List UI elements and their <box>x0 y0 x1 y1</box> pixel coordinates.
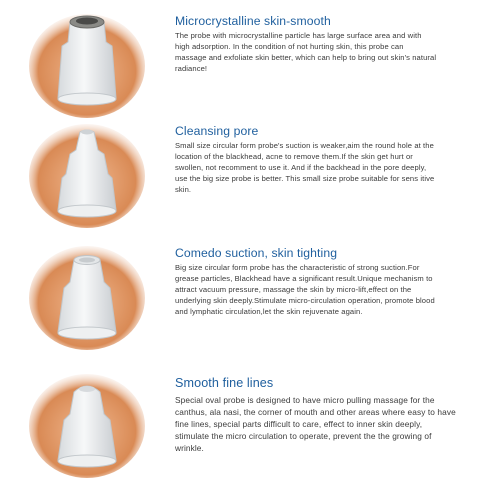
oval-probe-icon <box>12 362 162 480</box>
section-title: Comedo suction, skin tighting <box>175 246 338 260</box>
feature-section-smooth-fine-lines <box>0 362 500 500</box>
microcrystalline-probe-icon <box>12 2 162 120</box>
feature-section-microcrystalline <box>0 0 500 120</box>
big-round-probe-icon <box>12 236 162 354</box>
section-description: Big size circular form probe has the characteristic of strong suction.For grease particles, Blackhead have a significant result.Unique mechanism to attract vacuum pressure, massage the skin by micro-lift,effect on the underlying skin deeply.Stimulate micro-circulation operation, promote blood and lymphatic circulation,let the skin rejuvenate again. <box>175 263 435 316</box>
small-round-probe-icon <box>12 114 162 232</box>
section-description: The probe with microcrystalline particle has large surface area and with high adsorption. In the condition of not hurting skin, this probe can massage and exfoliate skin better, which can help to bring out skin's natural radiance! <box>175 31 437 73</box>
section-description: Special oval probe is designed to have micro pulling massage for the canthus, ala nasi, the corner of mouth and other areas where easy to have fine lines, special parts difficult to care, effect to inner skin deeply, stimulate the micro circulation to operate, prevent the the growing of wrinkle. <box>175 395 456 454</box>
feature-section-comedo-suction <box>0 232 500 362</box>
section-description: Small size circular form probe's suction is weaker,aim the round hole at the location of the blackhead, acne to remove them.If the skin get hurt or swollen, not recomment to use it. And if the backhead in the pore deeply, use the big size probe is better. This small size probe suitable for sens itive skin. <box>175 141 435 194</box>
section-title: Microcrystalline skin-smooth <box>175 14 331 28</box>
section-title: Cleansing pore <box>175 124 259 138</box>
feature-section-cleansing-pore <box>0 112 500 232</box>
section-title: Smooth fine lines <box>175 376 274 390</box>
